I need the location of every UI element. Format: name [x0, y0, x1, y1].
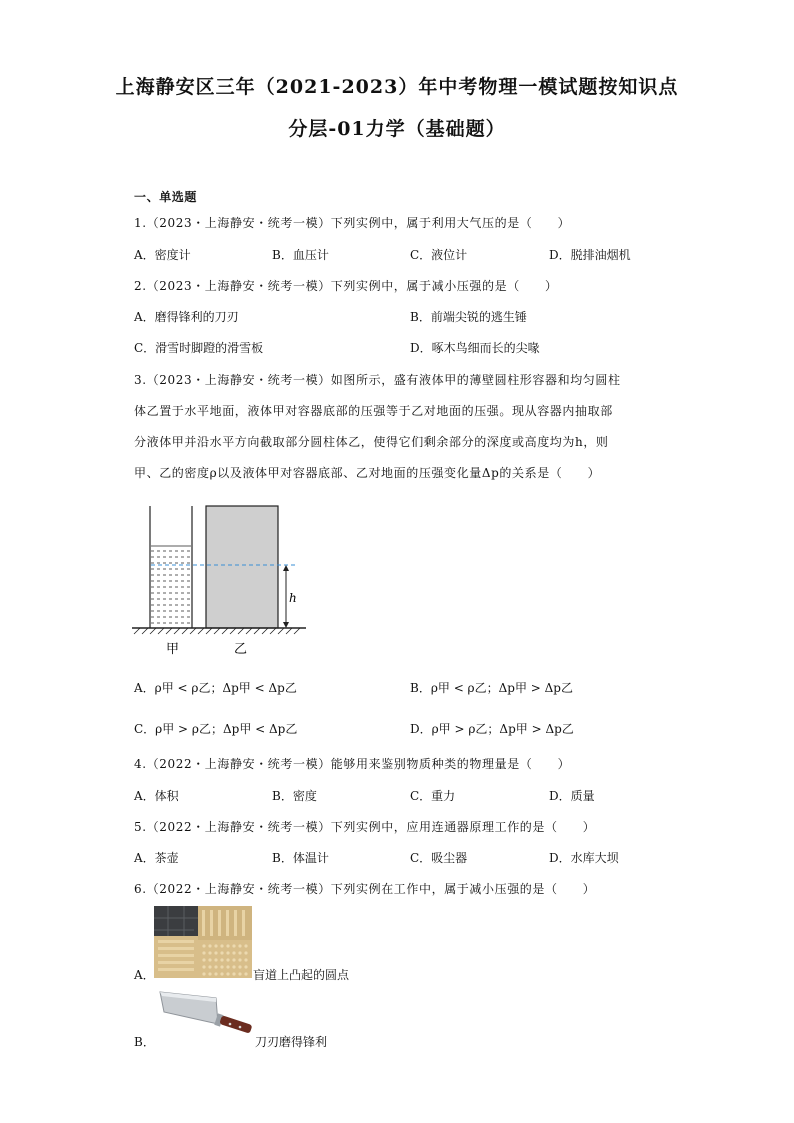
question-4-option-a: A．体积: [134, 789, 179, 803]
question-6-caption-b: 刀刃磨得锋利: [255, 1035, 328, 1049]
question-6-caption-a: 盲道上凸起的圆点: [253, 968, 350, 982]
question-5-option-d: D．水库大坝: [549, 851, 619, 865]
question-1-option-c: C．液位计: [410, 248, 468, 262]
label-h: h: [289, 591, 297, 605]
cleaver-knife-image: [154, 988, 254, 1046]
question-4-stem: 4.（2022・上海静安・统考一模）能够用来鉴别物质种类的物理量是（ ）: [134, 757, 571, 771]
question-4-option-b: B．密度: [272, 789, 317, 803]
cylinder-yi: [206, 506, 278, 628]
question-3-option-a: A．ρ甲 < ρ乙；Δp甲 < Δp乙: [134, 681, 297, 695]
label-jia: 甲: [166, 642, 180, 657]
question-5-stem: 5.（2022・上海静安・统考一模）下列实例中，应用连通器原理工作的是（ ）: [134, 820, 596, 834]
question-5-option-a: A．茶壶: [134, 851, 179, 865]
document-title-line1: 上海静安区三年（2021-2023）年中考物理一模试题按知识点: [115, 76, 679, 98]
question-1-option-a: A．密度计: [134, 248, 191, 262]
question-5-option-b: B．体温计: [272, 851, 329, 865]
label-yi: 乙: [234, 642, 248, 657]
section-heading: 一、单选题: [134, 190, 198, 204]
question-4-option-c: C．重力: [410, 789, 456, 803]
question-3-stem-line3: 分液体甲并沿水平方向截取部分圆柱体乙，使得它们剩余部分的深度或高度均为h，则: [134, 435, 609, 449]
question-1-option-d: D．脱排油烟机: [549, 248, 631, 262]
question-5-option-c: C．吸尘器: [410, 851, 468, 865]
question-2-option-b: B．前端尖锐的逃生锤: [410, 310, 527, 324]
question-6-option-a: A．: [134, 968, 155, 982]
question-1-stem: 1.（2023・上海静安・统考一模）下列实例中，属于利用大气压的是（ ）: [134, 216, 571, 230]
question-1-option-b: B．血压计: [272, 248, 329, 262]
question-2-option-c: C．滑雪时脚蹬的滑雪板: [134, 341, 264, 355]
question-3-stem-line1: 3.（2023・上海静安・统考一模）如图所示，盛有液体甲的薄壁圆柱形容器和均匀圆柱: [134, 373, 621, 387]
liquid-jia: [151, 546, 191, 628]
question-6-option-b: B．: [134, 1035, 155, 1049]
tactile-paving-image: [154, 906, 252, 978]
question-2-stem: 2.（2023・上海静安・统考一模）下列实例中，属于减小压强的是（ ）: [134, 279, 558, 293]
question-6-stem: 6.（2022・上海静安・统考一模）下列实例在工作中，属于减小压强的是（ ）: [134, 882, 596, 896]
question-2-option-a: A．磨得锋利的刀刃: [134, 310, 239, 324]
question-3-option-d: D．ρ甲 > ρ乙；Δp甲 > Δp乙: [410, 722, 574, 736]
question-3-stem-line2: 体乙置于水平地面，液体甲对容器底部的压强等于乙对地面的压强。现从容器内抽取部: [134, 404, 613, 418]
question-3-option-c: C．ρ甲 > ρ乙；Δp甲 < Δp乙: [134, 722, 298, 736]
question-3-stem-line4: 甲、乙的密度ρ以及液体甲对容器底部、乙对地面的压强变化量Δp的关系是（ ）: [134, 466, 601, 480]
question-2-option-d: D．啄木鸟细而长的尖喙: [410, 341, 540, 355]
ground-hatch: [134, 628, 300, 634]
question-3-option-b: B．ρ甲 < ρ乙；Δp甲 > Δp乙: [410, 681, 573, 695]
question-4-option-d: D．质量: [549, 789, 595, 803]
document-title-line2: 分层-01力学（基础题）: [288, 118, 506, 140]
question-3-figure: [126, 500, 316, 660]
